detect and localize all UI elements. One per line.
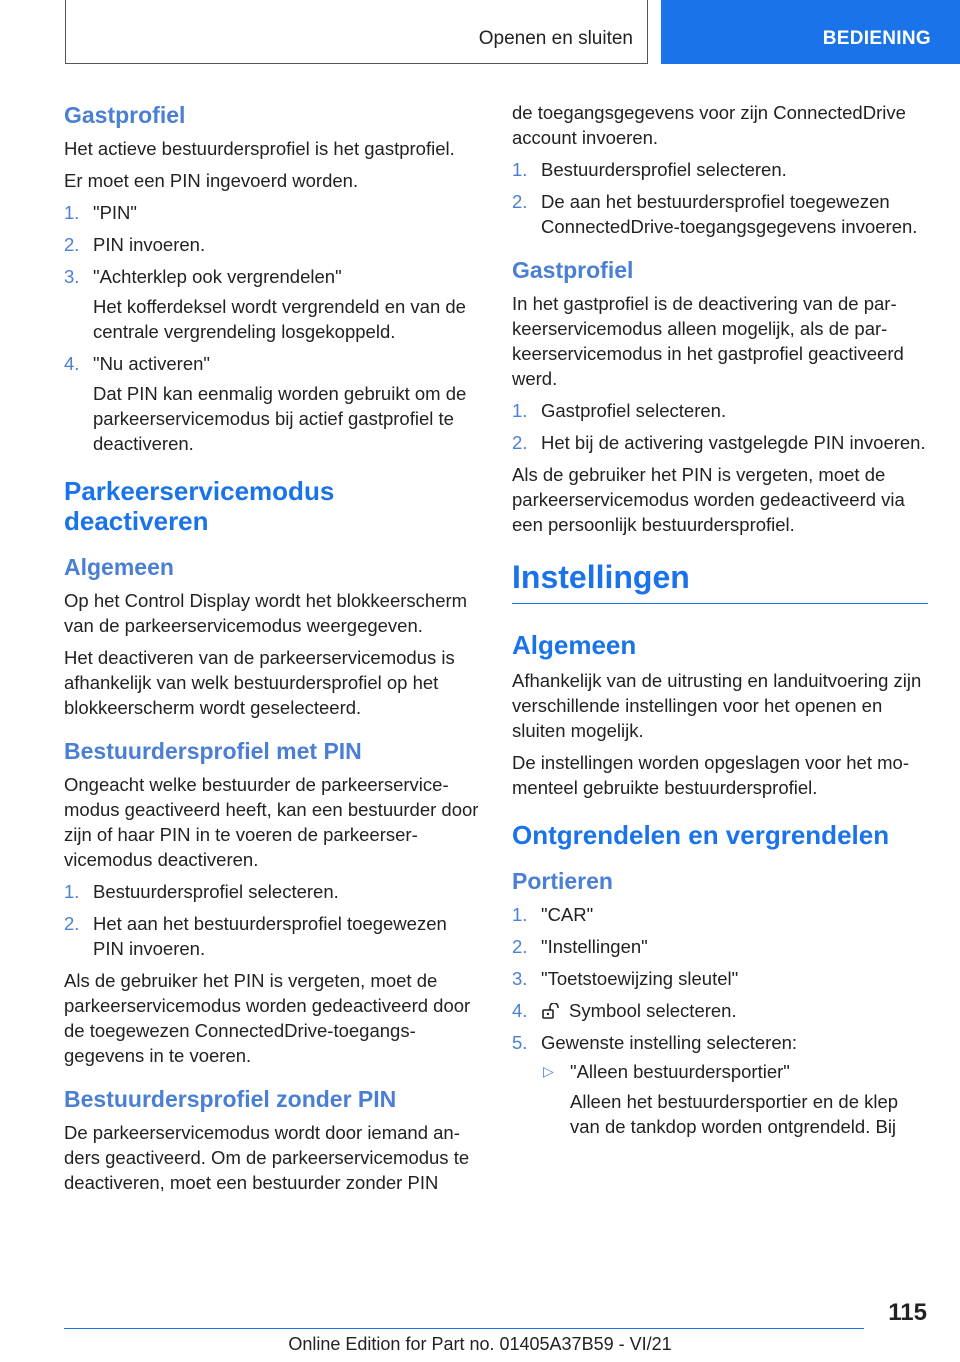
list-item <box>512 966 928 991</box>
step-text: Gastprofiel selecteren. <box>541 400 727 421</box>
step-text: "CAR" <box>541 904 594 925</box>
settings-heading-rule <box>512 603 928 604</box>
step-text: Bestuurdersprofiel selecteren. <box>93 881 339 902</box>
left-column <box>64 100 482 1202</box>
step-number: 3. <box>64 266 80 287</box>
with-pin-steps <box>64 879 482 961</box>
deactivate-heading: Parkeerservicemodus deactiveren <box>64 476 335 536</box>
without-pin-heading: Bestuurdersprofiel zonder PIN <box>64 1086 397 1112</box>
step-number: 5. <box>512 1032 528 1053</box>
step-text: Symbool selecteren. <box>569 1000 737 1021</box>
edition-note: Online Edition for Part no. 01405A37B59 - VI/21 <box>288 1334 672 1354</box>
step-text: De aan het bestuurdersprofiel toegewezen ConnectedDrive-toegangsgegevens invoeren. <box>541 191 918 237</box>
list-item <box>512 998 928 1023</box>
list-item <box>512 398 928 423</box>
unlock-symbol-icon <box>541 1000 563 1016</box>
step-text: "Instellingen" <box>541 936 648 957</box>
settings-paragraph-1: Afhankelijk van de uitrusting en landuitvoering zijn verschillende instellingen voor het openen en sluiten mogelijk. <box>512 670 922 741</box>
door-steps <box>512 902 928 1139</box>
list-item <box>64 351 482 456</box>
guest-2-paragraph: In het gastprofiel is de deactivering van de parkeerservicemodus alleen mogelijk, als de parkeerservicemodus in het gastprofiel geactiveerd werd. <box>512 293 904 389</box>
step-number: 1. <box>512 159 528 180</box>
with-pin-paragraph-2: Als de gebruiker het PIN is vergeten, moet de parkeerservicemodus worden gedeactiveerd door de toegewezen ConnectedDrive-toegangsgegevens in te voeren. <box>64 970 471 1066</box>
list-item <box>541 1059 928 1139</box>
list-item <box>512 1030 928 1139</box>
chapter-title: BEDIENING <box>822 28 931 49</box>
guest-2-steps <box>512 398 928 455</box>
step-number: 2. <box>512 191 528 212</box>
list-item <box>512 430 928 455</box>
step-subtext: Dat PIN kan eenmalig worden gebruikt om de parkeerservicemodus bij actief gastprofiel te deactiveren. <box>93 383 467 454</box>
triangle-bullet-icon: ▷ <box>543 1063 554 1079</box>
list-item <box>64 264 482 344</box>
step-number: 3. <box>512 968 528 989</box>
section-title: Openen en sluiten <box>478 28 633 49</box>
step-text: "Toetstoewijzing sleutel" <box>541 968 739 989</box>
with-pin-heading: Bestuurdersprofiel met PIN <box>64 738 362 764</box>
guest-profile-2-heading: Gastprofiel <box>512 257 634 283</box>
settings-paragraph-2: De instellingen worden opgeslagen voor het momenteel gebruikte bestuurdersprofiel. <box>512 752 909 798</box>
list-item <box>64 911 482 961</box>
step-number: 2. <box>64 913 80 934</box>
right-column <box>512 100 928 1146</box>
unlock-lock-heading: Ontgrendelen en vergrendelen <box>512 820 890 850</box>
step-number: 4. <box>512 1000 528 1021</box>
list-item <box>512 157 928 182</box>
step-number: 1. <box>64 202 80 223</box>
step-number: 1. <box>512 400 528 421</box>
doors-heading: Portieren <box>512 868 613 894</box>
without-pin-paragraph: De parkeerservicemodus wordt door iemand anders geactiveerd. Om de parkeerservicemodus te deactiveren, moet een bestuurder zonder PIN <box>64 1122 470 1193</box>
continued-steps <box>512 157 928 239</box>
door-options <box>541 1059 928 1139</box>
list-item <box>512 934 928 959</box>
option-title: "Alleen bestuurdersportier" <box>570 1061 790 1082</box>
guest-steps <box>64 200 482 456</box>
list-item <box>512 189 928 239</box>
guest-2-paragraph-2: Als de gebruiker het PIN is vergeten, moet de parkeerservicemodus worden gedeactiveerd via een persoonlijk bestuurdersprofiel. <box>512 464 905 535</box>
settings-general-heading: Algemeen <box>512 630 637 660</box>
step-number: 2. <box>64 234 80 255</box>
list-item <box>64 879 482 904</box>
step-text: Het bij de activering vastgelegde PIN invoeren. <box>541 432 926 453</box>
step-number: 4. <box>64 353 80 374</box>
step-text: "Achterklep ook vergrendelen" <box>93 266 342 287</box>
list-item <box>512 902 928 927</box>
step-subtext: Het kofferdeksel wordt vergrendeld en van de centrale vergrendeling losgekoppeld. <box>93 296 466 342</box>
general-paragraph-2: Het deactiveren van de parkeerservicemodus is afhankelijk van welk bestuurdersprofiel op het blokkeerscherm wordt geselecteerd. <box>64 647 455 718</box>
page-number: 115 <box>888 1299 927 1326</box>
step-number: 2. <box>512 936 528 957</box>
step-number: 1. <box>512 904 528 925</box>
option-text: Alleen het bestuurdersportier en de klep van de tankdop worden ontgrendeld. Bij <box>570 1091 899 1137</box>
guest-paragraph-2: Er moet een PIN ingevoerd worden. <box>64 170 359 191</box>
footer-rule <box>64 1328 864 1329</box>
continued-paragraph: de toegangsgegevens voor zijn ConnectedDrive account invoeren. <box>512 102 906 148</box>
step-text: "Nu activeren" <box>93 353 210 374</box>
general-paragraph-1: Op het Control Display wordt het blokkeerscherm van de parkeerservicemodus weergegeven. <box>64 590 468 636</box>
step-number: 1. <box>64 881 80 902</box>
general-heading: Algemeen <box>64 554 174 580</box>
step-text: Bestuurdersprofiel selecteren. <box>541 159 787 180</box>
step-number: 2. <box>512 432 528 453</box>
list-item <box>64 200 482 225</box>
with-pin-paragraph: Ongeacht welke bestuurder de parkeerservicemodus geactiveerd heeft, kan een bestuurder door zijn of haar PIN in te voeren de parkeerservicemodus deactiveren. <box>64 774 479 870</box>
step-text: "PIN" <box>93 202 137 223</box>
guest-paragraph-1: Het actieve bestuurdersprofiel is het gastprofiel. <box>64 138 455 159</box>
guest-profile-heading: Gastprofiel <box>64 102 186 128</box>
step-text: Het aan het bestuurdersprofiel toegewezen PIN invoeren. <box>93 913 447 959</box>
list-item <box>64 232 482 257</box>
settings-heading: Instellingen <box>512 559 690 595</box>
step-text: Gewenste instelling selecteren: <box>541 1032 798 1053</box>
step-text: PIN invoeren. <box>93 234 206 255</box>
